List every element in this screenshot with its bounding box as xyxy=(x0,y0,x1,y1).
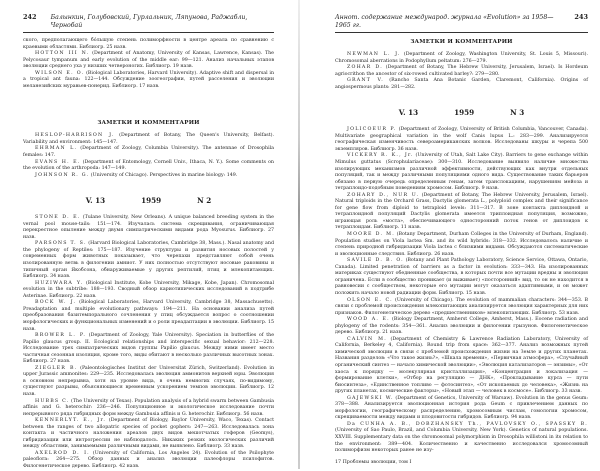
entry-text: (Department of Genetics, University of Warsaw). Evolution in the genus Geum: 378—388. Анализируется эволюционная история рода Geum с привлечением данных по морфологии, географическому распределению, хромосомным числам, гомологии хромосом, скрещиваемости между видами и плодовитости гибридов. Библиогр. 94 назв. xyxy=(335,395,588,421)
notes-list xyxy=(23,133,274,179)
entry-text: (University of Chicago). Perspectives in marine biology: 149. xyxy=(89,172,238,178)
issue-volume: V. 13 xyxy=(398,108,419,118)
entry-text: (Department of Entomology, Cornell Univ., Ithaca, N. Y.). Some comments on the evolution of the arthropoda: 147—149. xyxy=(23,159,274,172)
issue-number: N 3 xyxy=(510,108,525,118)
bibliography-entry xyxy=(23,146,274,159)
section-title: ЗАМЕТКИ И КОММЕНТАРИИ xyxy=(97,120,200,127)
entry-text: (Botany Department, Durham Colleges in the University of Durham, England). Population studies on Viola lactea Sm. and its wild hybrids: 318—332. Исследовалось наличие и степень природной гибридизации Viola lactea с близкими видами. Обсуждаются систематические и эволюционные следствия. Библиогр. 26 назв. xyxy=(335,232,588,257)
bibliography-entry xyxy=(23,173,274,180)
entry-text: (Department of Zoology, Yale University). Speciation in butterflies of the Papilio glaucus group. II. Ecological relationships and interspecific sexual behavior: 212—228. Исследование трех симпатрических видов группы Papilio glaucus. Между ними имеет место частичная сезонная изоляция, кроме того, виды обитают в несколько различных высотных зонах. Библиогр. 27 назв. xyxy=(23,333,275,365)
entry-author: KENNERLYT. E., Jr. xyxy=(35,418,107,424)
bibliography-entry xyxy=(335,52,588,65)
entry-text: (University of California, Los Angeles 24). Evolution of the Psilophyte paleoflora: 264—275. Обзор данных и анализ эволюции палеофлоры псилофитов. Филогенетическое дерево. Библиогр. 42 назв. xyxy=(23,450,274,469)
entry-author: HESLOP-HARRISON J. xyxy=(35,133,115,139)
entry-list xyxy=(23,51,274,90)
bibliography-entry xyxy=(23,160,274,173)
entry-author: Da CUNHA A. B., DOBZHANSKY Th., PAVLOVSKY O., SPASSKY B. xyxy=(347,421,588,427)
bibliography-entry xyxy=(23,418,274,451)
issue-heading xyxy=(335,108,588,117)
entry-author: BROWER L. P. xyxy=(35,333,87,339)
entry-text: (Biological Institute, Kobe University, Mikage, Kobe, Japan). Chromosomal evolution in the subtribe: 188—193. Сводный обзор кариотипических исследований в подтрибе Asterinae. Библиогр. 22 назв. xyxy=(23,280,274,299)
entry-author: ZIEGLER B. xyxy=(35,365,78,371)
issue-heading xyxy=(23,196,274,205)
entry-author: EVANS H. E. xyxy=(35,159,81,165)
entry-text: (The University of Texas). Population analysis of a hybrid swarm between Gambusia affinis and G. heterochir: 236—246. Популяционное и экологическое исследование почти непрерывного ряда гибридных форм между Gambusia affinis и G. heterochir. Библиогр. 56 назв. xyxy=(23,398,274,417)
page-number: 242 xyxy=(23,13,37,21)
right-page xyxy=(302,0,600,469)
issue-year: 1959 xyxy=(141,196,162,206)
entry-text: (Department of Zoology, Columbia University). The antennae of Drosophila females: 147. xyxy=(23,146,274,159)
entry-author: GAJEWSKI W. xyxy=(347,395,394,401)
entry-author: HOTTON III N. xyxy=(35,51,90,57)
entry-author: NEWMAN L. J. xyxy=(347,52,401,57)
bibliography-entry xyxy=(23,333,274,366)
continuation-text: ского, предполагающего бо́льшую степень полиморфности в центре ареала по сравнению с краевыми областями. Библиогр. 25 назв. xyxy=(23,38,274,50)
entry-author: SAVILE D. B. O. xyxy=(347,258,404,264)
entry-author: ZOHAR D. xyxy=(347,65,383,71)
bibliography-entry xyxy=(335,396,588,422)
bibliography-entry xyxy=(23,451,274,471)
entry-author: HUBBS C. xyxy=(35,398,70,404)
entry-author: PARSONS T. S. xyxy=(35,241,87,247)
entry-text: (Department of Zoology, Washington University, St. Louis 5, Missouri). Chromosomal aberrations in Podophyllum peltatum: 276—279. xyxy=(335,52,588,64)
bibliography-entry xyxy=(23,215,274,241)
issue-volume: V. 13 xyxy=(85,196,106,206)
bibliography-entry xyxy=(23,133,274,146)
entry-author: STONE D. E. xyxy=(35,215,81,221)
bibliography-entry xyxy=(335,153,588,192)
bibliography-entry xyxy=(335,232,588,258)
entry-author: EHRMAN L. xyxy=(35,146,78,152)
bibliography-entry xyxy=(23,51,274,71)
bibliography-entry xyxy=(335,298,588,318)
page-number: 243 xyxy=(574,13,588,21)
entry-author: MOORE D. M. xyxy=(347,232,395,238)
left-page xyxy=(0,0,298,469)
entry-text: (Tulane University, New Orleans). A unique balanced breeding system in the vernal pool mouse-tails: 151—174. Изучалась система скрещивания, ограничивающая перекрестное опыление между двумя симпатрическими видами рода Myosurus. Библиогр. 27 назв. xyxy=(23,215,274,240)
bibliography-entry xyxy=(335,422,588,455)
entry-author: ZOHARY D., NUR U. xyxy=(347,192,420,198)
bibliography-entry xyxy=(23,399,274,419)
entry-text: (Department of Botany, The Queen's University, Belfast). Variability and environment: 145—147. xyxy=(23,133,274,145)
running-head-authors: Балынкин, Голубовский, Гурлальник, Ляпунова, Раджабли, Чернобай xyxy=(50,14,248,29)
bibliography-entry xyxy=(335,127,588,153)
issue-year: 1959 xyxy=(454,108,475,118)
bibliography-entry xyxy=(335,258,588,297)
entry-text: (Harvard Biological Laboratories, Cambridge 38, Mass.). Nasal anatomy and the phylogeny of Reptiles: 175—187. Изучение структуры и развития носовых полостей у современных форм животных показывает, что черепахи представляют собой очень изолированную ветвь в филогении амниот. У них полностью отсутствуют носовые раковины и типичный орган Якобсона, обнаруживаемые у других рептилий, птиц и млекопитающих. Библиогр. 34 назв. xyxy=(23,241,274,280)
entry-text: (Rancho Santa Ana Botanic Garden, Claremont, California). Origins of angiospermous plants: 281—282. xyxy=(335,78,588,90)
entry-author: HUZIWARA Y. xyxy=(35,280,84,286)
section-title: ЗАМЕТКИ И КОММЕНТАРИИ xyxy=(410,39,513,45)
entry-text: (Paleontologisches Institut der Universitat Zürich, Switzerland). Evolution in upper Jurassic ammonites: 229—235. Исследовалась эволюция аммонитов верхней юры. Эволюция в основном непрерывна, хотя на уровне вида, в очень немногих случаях, по-видимому, существуют разрывы, объясняющиеся временным ускорением темпов эволюции. Библиогр. 12 назв. xyxy=(23,365,274,397)
bibliography-entry xyxy=(335,337,588,396)
entry-text: (Department of Zoology, University of British Columbia, Vancouver, Canada). Multivariate geographical variation in the wolf Canis lupus L.: 283—299. Анализируется географическая изменчивость североамериканских волков. Исследованы шкуры и черепа 500 экземпляров. Библиогр. 36 назв. xyxy=(335,127,589,152)
bibliography-entry xyxy=(23,366,274,399)
issue-number: N 2 xyxy=(197,196,212,206)
entry-text: (University of Utah, Salt Lake City). Barriers to gene exchange within Mimulus guttatus (Scrophulariaceae): 300—310. Исследование выявило наличие множества изолирующих механизмов различной эффективности, действующих как внутри отдельных популяций, так и между различными популяциями одного вида. Существование таких барьеров обязано в первую очередь определенным генам, затем транслокациям, нарушениям мейоза и тетраплоидо-подобным поведениям хромосом. Библиогр. 9 назв. xyxy=(335,153,588,192)
entry-author: CALVIN M. xyxy=(347,336,387,342)
entry-author: VICKERY R. K., Jr. xyxy=(347,153,414,159)
entry-author: WILSON E. O. xyxy=(35,70,85,76)
page-footer: 17 Проблемы эволюции, том I xyxy=(335,459,412,465)
entry-text: (Biological Laboratories, Harvard University, Cambridge 38, Massachusetts). Preadaptation and multiple evolutionary pathways: 194—211. На основании анализа путей преобразования базитемпорального сочленения у птиц обсуждается вопрос о соотношении морфологических и функциональных изменений и о роли преадаптации в эволюции. Библиогр. 15 назв. xyxy=(23,300,274,332)
entry-author: GRANT V. xyxy=(347,78,385,84)
bibliography-entry xyxy=(335,193,588,232)
bibliography-entry xyxy=(23,300,274,333)
issue-entry-list xyxy=(335,127,588,454)
running-head-title: Аннот. содержание международ. журнала «Evolution» за 1958—1965 гг. xyxy=(335,14,554,29)
entry-text: (University of Chicago). The evolution of mammalian characters: 344—353. В связи с проблемой происхождения млекопитающих анализируется эволюция характерных для них признаков. Филогенетическое дерево «предшественников» млекопитающих. Библиогр. 53 назв. xyxy=(335,297,589,316)
bibliography-entry xyxy=(23,71,274,91)
entry-text: (Department of Botany, The Hebrew University, Jerusalem, Israel). Is Hordeum agriocrithon the ancestor of six-rowed cultivated barley?: 279—280. xyxy=(335,65,588,77)
bibliography-entry xyxy=(335,317,588,337)
entry-text: (Department of Chemistry & Lawrence Radiation Laboratory, University of California, Berkeley 4, California). Round trip from space: 362—377. Анализ возможных путей химической эволюции в связи с проблемой происхождения жизни на Земле и других планетах. Названия разделов: «Что такое жизнь?», «Шкала времени», «Первичная атмосфера», «Случайный органический синтез — начало химической эволюции», «Эволюция катализаторов — энзимы», «От хаоса к порядку — молекулярная кристаллизация», «Концентрация и локализация — формирование клетки», «Отбор на регуляцию — ДНК», «Прокладывание курса — пути биосинтеза», «Единственное топливо — фотосинтез», «От ископаемых до человека», «Жизнь на других планетах, космические факторы», «Новый этап — человек в космосе». Библиогр. 33 назв. xyxy=(335,336,588,395)
bibliography-entry xyxy=(23,281,274,301)
entry-author: WOOD A. E. xyxy=(347,317,390,323)
bibliography-entry xyxy=(335,78,588,91)
entry-text: (Botany and Plant Pathology Laboratory, Science Service, Ottawa, Ontario, Canada). Limited penetration of barriers as a factor in evolution: 333—343. На изолированных материках существуют обедненные сообщества, в которых почти все мутации вредны и эволюция ограничена. Если в сообщество проникает (и выживает) «посторонний» вид, то он не находится в равновесии с сообществом, некоторые его мутации могут оказаться адаптивными, и он может положить начало новой радиации форм. Библиогр. 15 назв. xyxy=(335,258,588,296)
entry-text: (Biology Department, Amherst College, Amherst, Mass.). Eocene radiation and phylogeny of the rodents: 354—361. Анализ эволюции и филогении грызунов. Филогенетическое дерево. Библиогр. 21 назв. xyxy=(335,317,588,336)
entry-text: (University of Sao Paulo, Brazil, and Columbia University, New York). Genetics of natural populations. XXVIII. Supplementary data on the chromosomal polymorphism in Drosophila willistoni in its relation to the environment: 389—404. Количественно и качественно исследовался хромосомный полиморфизм некоторых ранее не изу- xyxy=(335,428,588,454)
entry-author: JOLICOEUR P. xyxy=(347,127,397,133)
entry-text: (Department of Anatomy, University of Kansas, Lawrence, Kansas). The Pelycosaur tympanum and early evolution of the middle ear: 99—121. Анализ начальных этапов эволюции среднего уха у низших четвероногих. Библиогр. 19 назв. xyxy=(23,51,274,70)
entry-author: OLSON E. C. xyxy=(347,297,393,303)
entry-author: JOHNSON R. G. xyxy=(35,172,90,178)
bibliography-entry xyxy=(23,241,274,280)
entry-author: BOCK W. J. xyxy=(35,300,77,306)
entry-author: AXELROD D. I. xyxy=(35,450,90,456)
notes-list xyxy=(335,52,588,91)
bibliography-entry xyxy=(335,65,588,78)
issue-entry-list xyxy=(23,215,274,470)
book-gutter xyxy=(298,0,300,469)
entry-text: (Biological Laboratories, Harvard University). Adaptive shift and dispersal in a tropical ant fauna: 122—144. Обсуждение зоогеографии, путей расселения и эволюции меланезийских муравьев-понерид. Библиогр. 17 назв. xyxy=(23,70,275,89)
running-head xyxy=(23,13,274,33)
entry-text: (Department of Biology, Baylor University, Waco, Texas). Contact between the ranges of two allopatric species of pocket gophers: 247—263. Исследовалась зона контакта и частичного наложения ареалов двух видов мешотчатых гоферов (Geomys), гибридизации или интрогрессии не наблюдалось. Никаких резких экологических различий между областями, занимаемыми различными видами, не выявлено. Библиогр. 33 назв. xyxy=(23,418,274,450)
entry-text: (Department of Botany, The Hebrew University, Jerusalem, Israel). Natural triploids in the Orchard Grass, Dactylis glomerata L., polyploid complex and their significance for gene flow from diploid to tetraploid levels: 311—317. В зоне контакта диплоидной и тетраплоидной популяций Dactylis glomerata имеется триплоидная популяция, возможно, играющая роль «моста», обеспечивающего односторонний поток генов от диплоидов к тетраплоидам. Библиогр. 11 назв. xyxy=(335,192,588,231)
running-head xyxy=(335,13,588,33)
